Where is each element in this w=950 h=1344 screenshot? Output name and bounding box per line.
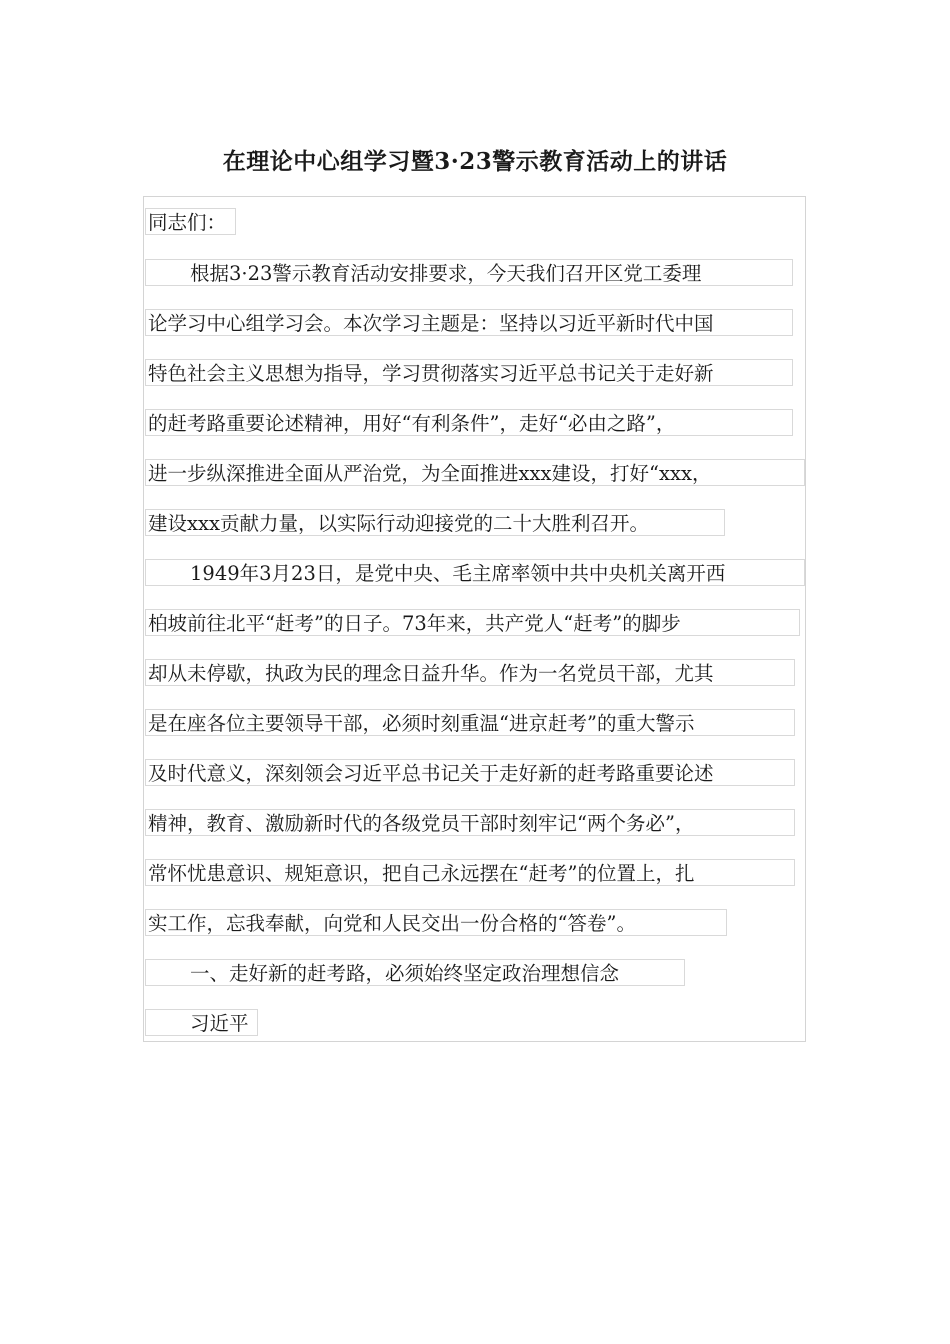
page-title: 在理论中心组学习暨3·23警示教育活动上的讲话 [222,148,728,175]
paragraph-1-line-6: 建设xxx贡献力量，以实际行动迎接党的二十大胜利召开。 [145,509,725,536]
paragraph-3-line-1: 习近平 [145,1009,258,1036]
paragraph-2-line-7: 常怀忧患意识、规矩意识，把自己永远摆在“赶考”的位置上，扎 [145,859,795,886]
salutation-line: 同志们： [145,208,236,235]
paragraph-1-line-3: 特色社会主义思想为指导，学习贯彻落实习近平总书记关于走好新 [145,359,793,386]
paragraph-1-line-4: 的赶考路重要论述精神，用好“有利条件”，走好“必由之路”， [145,409,793,436]
paragraph-1-line-5: 进一步纵深推进全面从严治党，为全面推进xxx建设，打好“xxx， [145,459,805,486]
paragraph-2-line-4: 是在座各位主要领导干部，必须时刻重温“进京赶考”的重大警示 [145,709,795,736]
section-heading-1: 一、走好新的赶考路，必须始终坚定政治理想信念 [145,959,685,986]
paragraph-2-line-6: 精神，教育、激励新时代的各级党员干部时刻牢记“两个务必”， [145,809,795,836]
paragraph-2-line-3: 却从未停歇，执政为民的理念日益升华。作为一名党员干部，尤其 [145,659,795,686]
paragraph-2-line-2: 柏坡前往北平“赶考”的日子。73年来，共产党人“赶考”的脚步 [145,609,800,636]
paragraph-2-line-1: 1949年3月23日，是党中央、毛主席率领中共中央机关离开西 [145,559,805,586]
paragraph-1-line-1: 根据3·23警示教育活动安排要求，今天我们召开区党工委理 [145,259,793,286]
paragraph-2-line-5: 及时代意义，深刻领会习近平总书记关于走好新的赶考路重要论述 [145,759,795,786]
paragraph-2-line-8: 实工作，忘我奉献，向党和人民交出一份合格的“答卷”。 [145,909,727,936]
paragraph-1-line-2: 论学习中心组学习会。本次学习主题是：坚持以习近平新时代中国 [145,309,793,336]
